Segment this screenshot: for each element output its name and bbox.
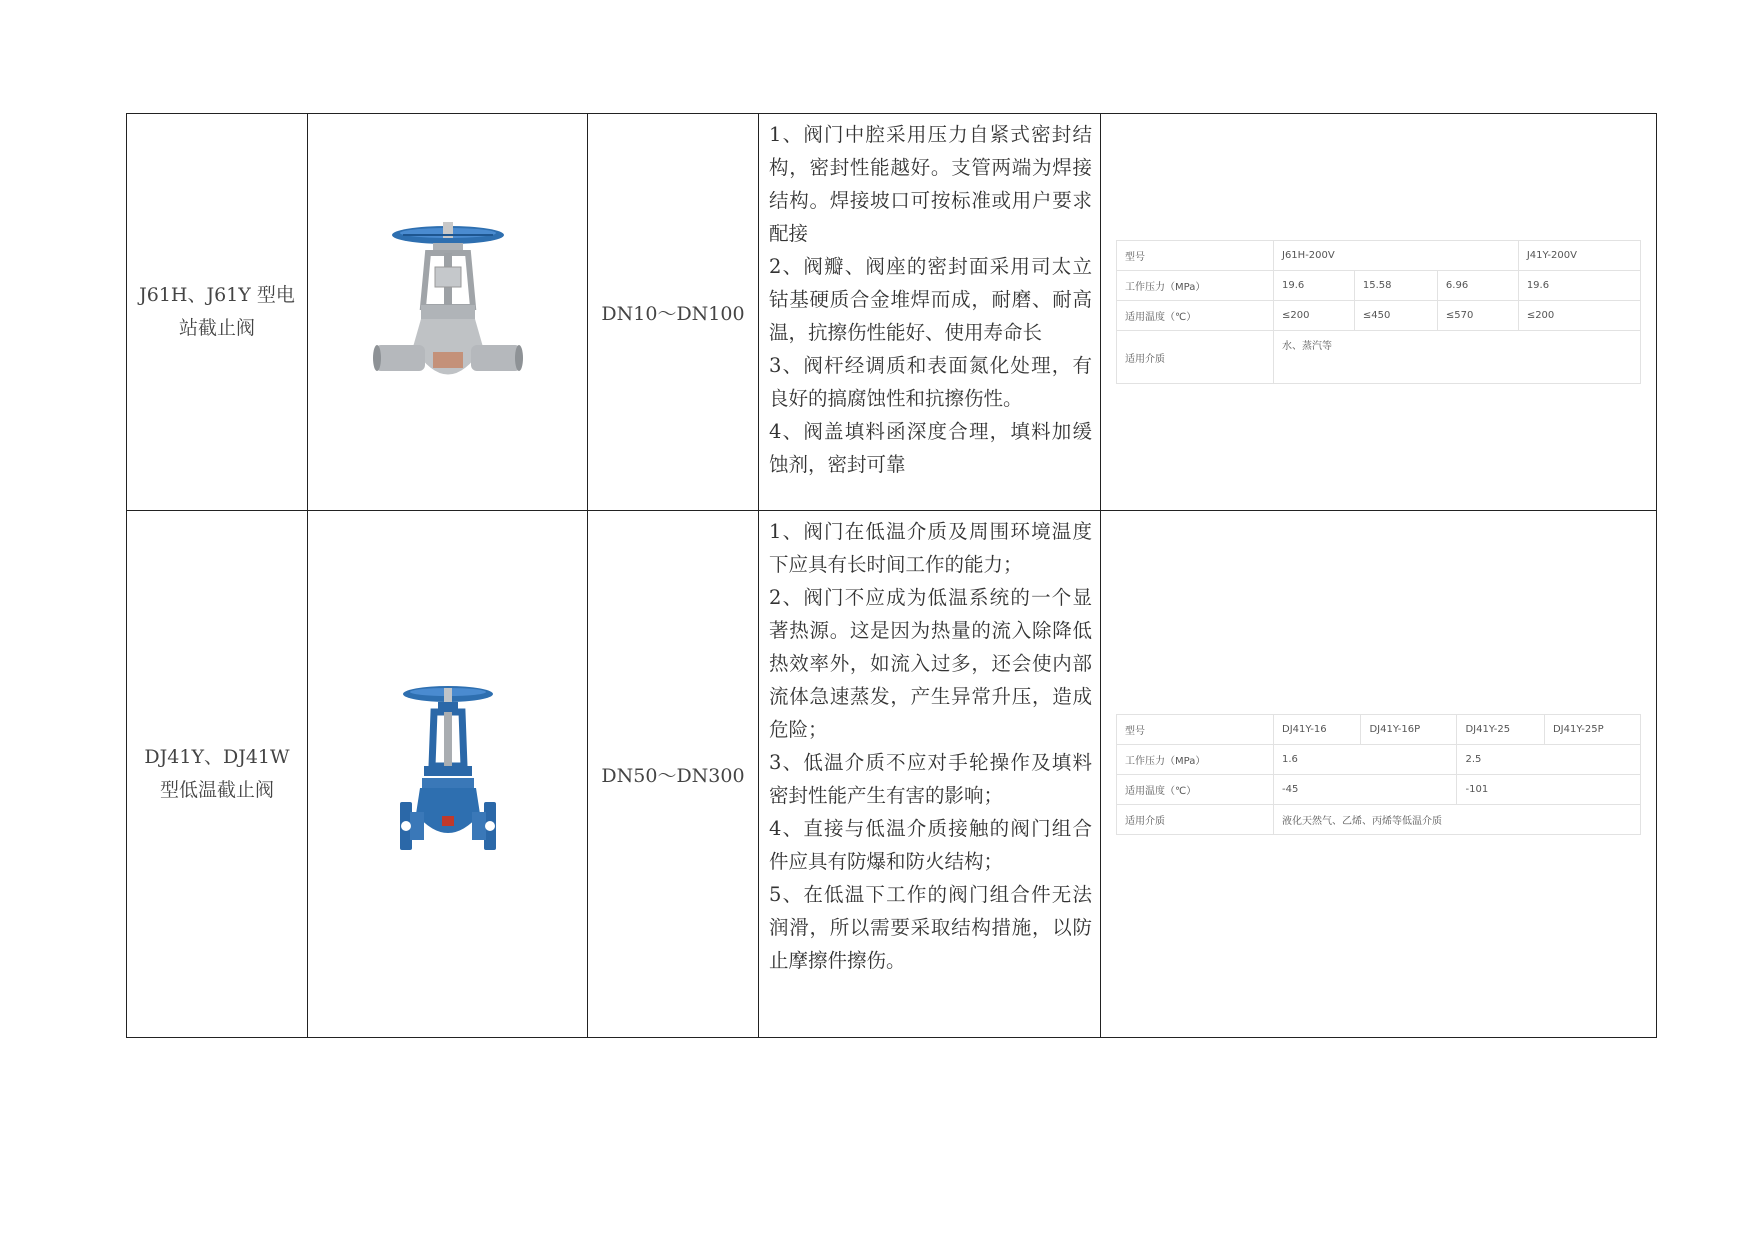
spec-value: 19.6 [1518,271,1640,301]
feature-item: 4、阀盖填料函深度合理，填料加缓蚀剂，密封可靠 [769,420,1092,476]
table-row [127,511,1657,1038]
spec-value: ≤570 [1437,301,1518,331]
spec-label: 适用介质 [1117,804,1274,834]
spec-value: 15.58 [1354,271,1437,301]
globe-valve-blue-icon [398,684,498,864]
spec-value: 1.6 [1274,744,1457,774]
spec-value: ≤200 [1274,301,1355,331]
spec-row-pressure [1117,271,1641,301]
feature-item: 1、阀门在低温介质及周围环境温度下应具有长时间工作的能力； [769,520,1092,576]
spec-value: 19.6 [1274,271,1355,301]
spec-row-medium [1117,331,1641,384]
valve-image-cell [308,511,588,1038]
feature-item: 3、低温介质不应对手轮操作及填料密封性能产生有害的影响； [769,751,1092,807]
spec-value: 水、蒸汽等 [1274,331,1641,384]
valve-name: J61H、J61Y 型电站截止阀 [139,284,295,339]
valve-image-cell [308,114,588,511]
spec-value: J41Y-200V [1518,241,1640,271]
feature-item: 4、直接与低温介质接触的阀门组合件应具有防爆和防火结构； [769,817,1092,873]
spec-row-model [1117,714,1641,744]
spec-table [1116,714,1641,835]
feature-item: 1、阀门中腔采用压力自紧式密封结构，密封性能越好。支管两端为焊接结构。焊接坡口可按标准或用户要求配接 [769,123,1092,245]
size-range: DN50～DN300 [601,764,745,787]
valve-name-cell [127,511,308,1038]
spec-label: 工作压力（MPa） [1117,744,1274,774]
spec-row-pressure [1117,744,1641,774]
spec-row-model [1117,241,1641,271]
spec-label: 工作压力（MPa） [1117,271,1274,301]
feature-item: 2、阀门不应成为低温系统的一个显著热源。这是因为热量的流入除降低热效率外，如流入过多，还会使内部流体急速蒸发，产生异常升压，造成危险； [769,586,1092,741]
spec-value: -45 [1274,774,1457,804]
spec-row-medium [1117,804,1641,834]
spec-value: DJ41Y-16 [1274,714,1361,744]
spec-label: 型号 [1117,714,1274,744]
spec-value: ≤200 [1518,301,1640,331]
spec-label: 适用温度（℃） [1117,774,1274,804]
spec-label: 适用介质 [1117,331,1274,384]
features-cell [759,114,1101,511]
spec-value: DJ41Y-25 [1457,714,1544,744]
spec-value: J61H-200V [1274,241,1519,271]
spec-value: -101 [1457,774,1641,804]
spec-value: DJ41Y-25P [1544,714,1640,744]
valve-name: DJ41Y、DJ41W 型低温截止阀 [144,746,290,801]
valve-name-cell [127,114,308,511]
spec-cell [1101,114,1657,511]
spec-cell [1101,511,1657,1038]
spec-row-temp [1117,301,1641,331]
spec-row-temp [1117,774,1641,804]
spec-value: 液化天然气、乙烯、丙烯等低温介质 [1274,804,1641,834]
size-range: DN10～DN100 [601,302,745,325]
features-cell [759,511,1101,1038]
spec-table [1116,240,1641,384]
feature-item: 2、阀瓣、阀座的密封面采用司太立钴基硬质合金堆焊而成，耐磨、耐高温，抗擦伤性能好、使用寿命长 [769,255,1092,344]
size-range-cell [588,511,759,1038]
size-range-cell [588,114,759,511]
spec-label: 适用温度（℃） [1117,301,1274,331]
feature-item: 5、在低温下工作的阀门组合件无法润滑，所以需要采取结构措施，以防止摩擦件擦伤。 [769,883,1092,972]
feature-item: 3、阀杆经调质和表面氮化处理，有良好的搞腐蚀性和抗擦伤性。 [769,354,1092,410]
globe-valve-gray-icon [373,217,523,407]
spec-label: 型号 [1117,241,1274,271]
spec-value: DJ41Y-16P [1361,714,1457,744]
valve-product-table [126,113,1657,1038]
spec-value: 6.96 [1437,271,1518,301]
spec-value: ≤450 [1354,301,1437,331]
table-row [127,114,1657,511]
spec-value: 2.5 [1457,744,1641,774]
